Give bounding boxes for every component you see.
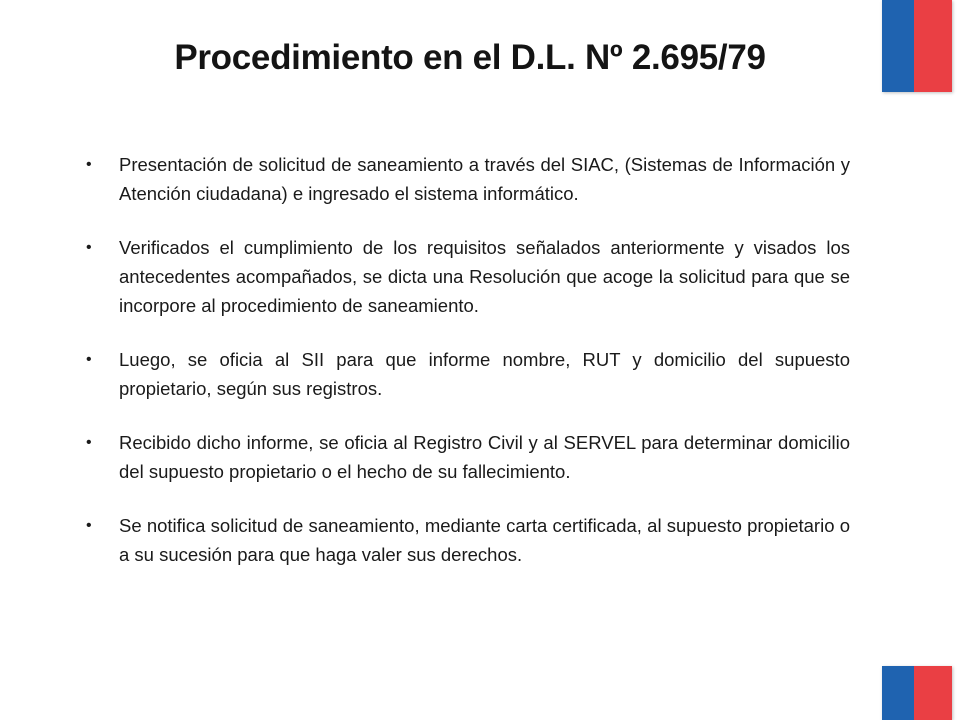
- bullet-text: Verificados el cumplimiento de los requisitos señalados anteriormente y visados los antecedentes acompañados, se dicta una Resolución que acoge la solicitud para que se incorpore al procedimiento de saneamiento.: [119, 237, 850, 316]
- bullet-item: [86, 233, 850, 320]
- bullet-item: [86, 150, 850, 208]
- bullet-text: Se notifica solicitud de saneamiento, mediante carta certificada, al supuesto propietario o a su sucesión para que haga valer sus derechos.: [119, 515, 850, 565]
- bullet-item: [86, 428, 850, 486]
- bullet-text: Presentación de solicitud de saneamiento a través del SIAC, (Sistemas de Información y Atención ciudadana) e ingresado el sistema informático.: [119, 154, 850, 204]
- bullet-item: [86, 511, 850, 569]
- bullet-dot-icon: •: [86, 156, 92, 173]
- bullet-text: Recibido dicho informe, se oficia al Registro Civil y al SERVEL para determinar domicilio del supuesto propietario o el hecho de su fallecimiento.: [119, 432, 850, 482]
- bullet-dot-icon: •: [86, 239, 92, 256]
- bullet-list: [86, 150, 850, 594]
- flag-red-band: [914, 666, 952, 720]
- bullet-dot-icon: •: [86, 351, 92, 368]
- bullet-item: [86, 345, 850, 403]
- bullet-text: Luego, se oficia al SII para que informe nombre, RUT y domicilio del supuesto propietario, según sus registros.: [119, 349, 850, 399]
- flag-blue-band: [882, 666, 914, 720]
- chile-flag-stripe-bottom: [882, 666, 952, 720]
- bullet-dot-icon: •: [86, 434, 92, 451]
- bullet-dot-icon: •: [86, 517, 92, 534]
- slide-title: Procedimiento en el D.L. Nº 2.695/79: [174, 38, 766, 77]
